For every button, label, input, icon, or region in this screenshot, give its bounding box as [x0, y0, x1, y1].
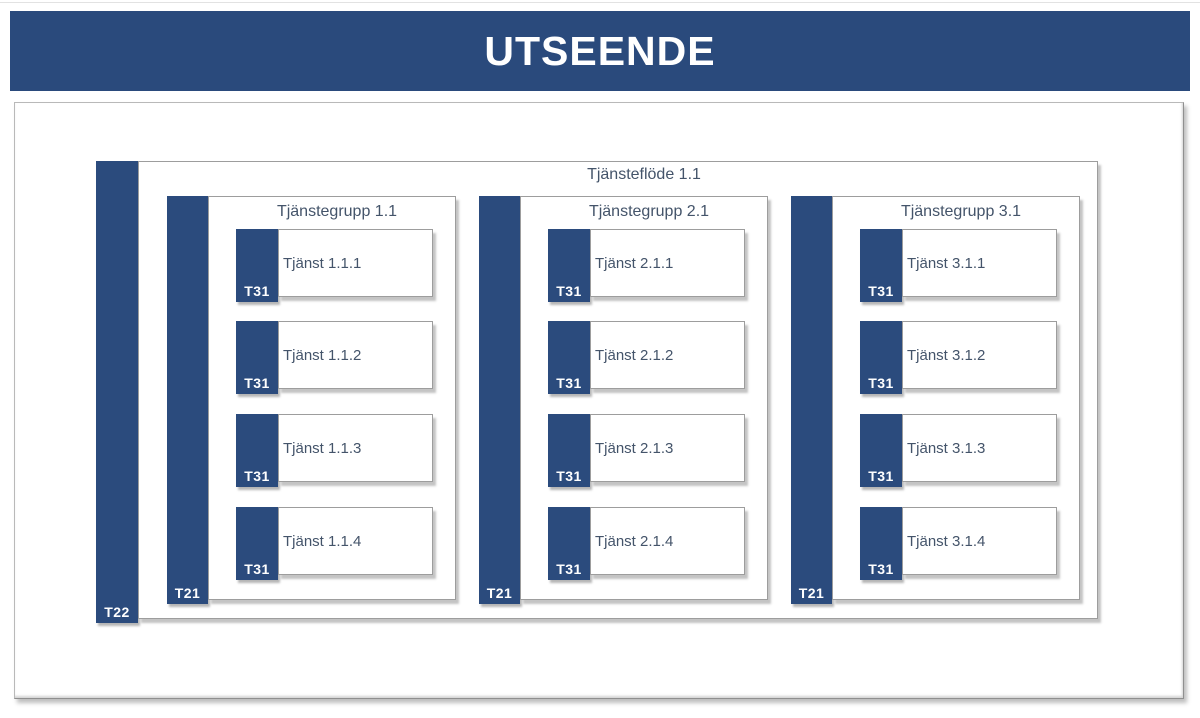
group-bar — [791, 196, 832, 604]
service-box — [278, 321, 433, 389]
service-box — [902, 507, 1057, 575]
service-item — [860, 507, 1057, 580]
service-label: Tjänst 1.1.1 — [283, 254, 362, 272]
top-divider — [0, 2, 1200, 3]
service-label: Tjänst 1.1.3 — [283, 439, 362, 457]
service-item — [548, 321, 745, 394]
service-label: Tjänst 1.1.4 — [283, 532, 362, 550]
service-label: Tjänst 3.1.3 — [907, 439, 986, 457]
service-box — [902, 321, 1057, 389]
service-item — [860, 229, 1057, 302]
service-bar — [860, 321, 902, 394]
service-box — [902, 414, 1057, 482]
content-card — [14, 102, 1184, 699]
service-item — [236, 229, 433, 302]
service-label: Tjänst 2.1.3 — [595, 439, 674, 457]
service-item — [236, 321, 433, 394]
service-box — [278, 229, 433, 297]
group-container-1 — [167, 196, 456, 606]
title-banner — [10, 11, 1190, 91]
flow-container — [96, 161, 1100, 623]
service-item — [548, 414, 745, 487]
service-box — [278, 507, 433, 575]
service-tag: T31 — [868, 375, 894, 391]
service-bar — [860, 229, 902, 302]
service-tag: T31 — [556, 468, 582, 484]
service-item — [860, 414, 1057, 487]
group-bar — [167, 196, 208, 604]
group-bar — [479, 196, 520, 604]
service-tag: T31 — [244, 468, 270, 484]
service-tag: T31 — [868, 283, 894, 299]
service-box — [902, 229, 1057, 297]
service-bar — [548, 321, 590, 394]
page-title: UTSEENDE — [484, 27, 716, 74]
service-box — [590, 229, 745, 297]
service-tag: T31 — [868, 468, 894, 484]
service-bar — [860, 507, 902, 580]
service-bar — [548, 507, 590, 580]
group-tag: T21 — [174, 585, 201, 601]
service-bar — [236, 321, 278, 394]
service-tag: T31 — [556, 283, 582, 299]
group-container-2 — [479, 196, 768, 606]
service-bar — [236, 414, 278, 487]
service-item — [548, 229, 745, 302]
service-bar — [236, 507, 278, 580]
service-box — [278, 414, 433, 482]
service-bar — [548, 414, 590, 487]
flow-tag: T22 — [104, 604, 130, 620]
service-tag: T31 — [556, 375, 582, 391]
service-box — [590, 507, 745, 575]
flow-title: Tjänsteflöde 1.1 — [587, 166, 701, 183]
group-title: Tjänstegrupp 3.1 — [900, 203, 1022, 220]
service-tag: T31 — [244, 375, 270, 391]
service-item — [236, 414, 433, 487]
group-container-3 — [791, 196, 1080, 606]
group-tag: T21 — [798, 585, 825, 601]
service-item — [548, 507, 745, 580]
service-bar — [860, 414, 902, 487]
service-bar — [548, 229, 590, 302]
service-label: Tjänst 2.1.1 — [595, 254, 674, 272]
service-label: Tjänst 3.1.4 — [907, 532, 986, 550]
service-label: Tjänst 2.1.2 — [595, 346, 674, 364]
service-bar — [236, 229, 278, 302]
service-box — [590, 321, 745, 389]
group-title: Tjänstegrupp 2.1 — [588, 203, 710, 220]
service-tag: T31 — [244, 283, 270, 299]
service-label: Tjänst 1.1.2 — [283, 346, 362, 364]
service-label: Tjänst 2.1.4 — [595, 532, 674, 550]
service-item — [236, 507, 433, 580]
service-label: Tjänst 3.1.1 — [907, 254, 986, 272]
service-item — [860, 321, 1057, 394]
service-tag: T31 — [244, 561, 270, 577]
service-tag: T31 — [556, 561, 582, 577]
service-tag: T31 — [868, 561, 894, 577]
flow-bar — [96, 161, 138, 623]
service-box — [590, 414, 745, 482]
group-tag: T21 — [486, 585, 513, 601]
group-title: Tjänstegrupp 1.1 — [276, 203, 398, 220]
service-label: Tjänst 3.1.2 — [907, 346, 986, 364]
